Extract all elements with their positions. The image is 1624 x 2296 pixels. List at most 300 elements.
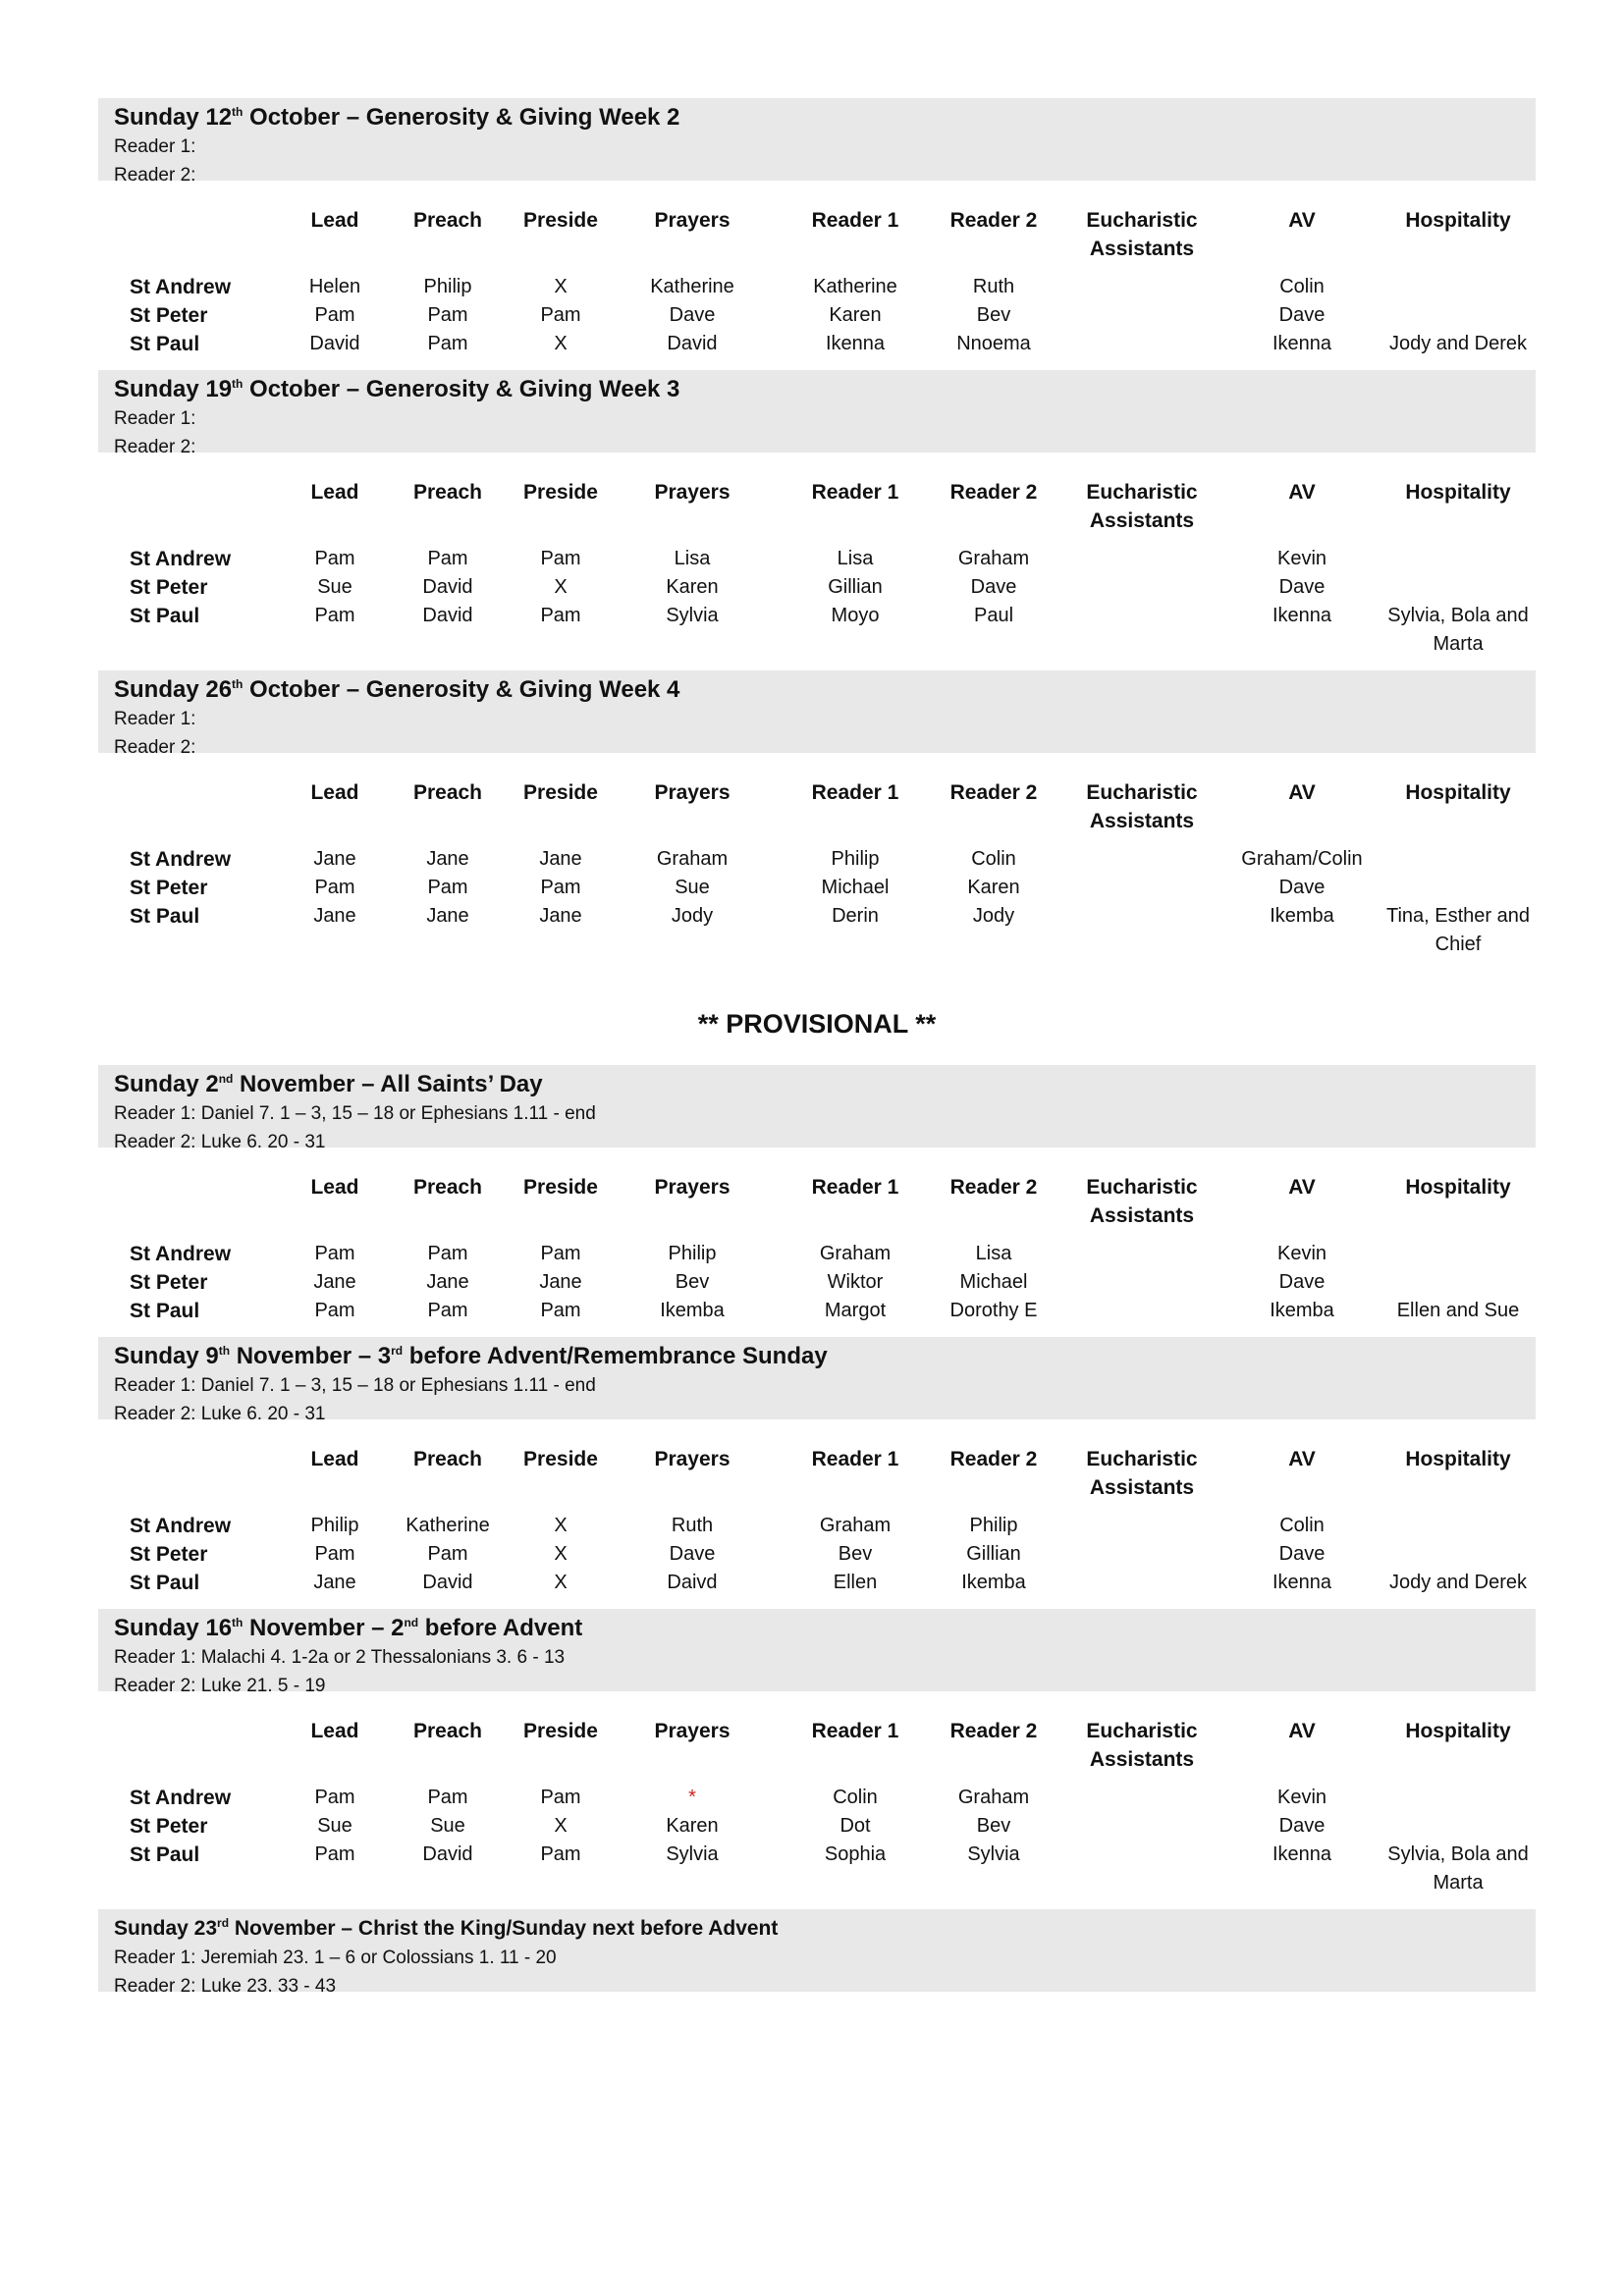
table-row [98,845,1536,874]
table-cell: Dave [669,304,716,326]
column-header: Reader 2 [949,1176,1038,1199]
table-cell: Sue [430,1815,465,1837]
week-header [98,370,1536,457]
week-header [98,98,1536,186]
column-header: Preside [523,481,598,504]
table-cell: Karen [666,1815,719,1837]
table-row [98,573,1536,602]
column-header: Lead [310,481,359,504]
column-header: Reader 2 [949,781,1038,804]
column-header: Reader 1 [811,1720,899,1742]
table-cell [1060,545,1223,573]
table-cell: Jody and Derek [1388,1572,1528,1593]
table-cell: David [422,1843,473,1865]
table-cell: Jane [539,1271,582,1293]
table-cell: Colin [1279,1515,1325,1536]
table-cell: Pam [314,1543,355,1565]
table-cell [1380,573,1536,602]
table-cell: Dave [1278,1815,1326,1837]
table-cell: Pam [540,1787,581,1808]
table-cell: Sylvia [666,605,719,626]
column-header: AV [1288,481,1316,504]
week-title: Sunday 26th October – Generosity & Giving Week 4 [114,676,680,703]
reader-2-line: Reader 2: Luke 6. 20 - 31 [114,1404,326,1424]
week-header [98,1337,1536,1424]
provisional-heading: ** PROVISIONAL ** [697,1009,937,1039]
table-cell: Pam [427,1787,468,1808]
week-title: Sunday 9th November – 3rd before Advent/Remembrance Sunday [114,1343,828,1369]
table-cell: Colin [833,1787,878,1808]
table-cell [1060,1240,1223,1268]
table-cell: Karen [967,877,1020,898]
church-name: St Paul [130,1572,200,1594]
table-cell: Karen [666,576,719,598]
week-header [98,1909,1536,1997]
table-cell: Ikemba [1270,1300,1334,1321]
column-header: Reader 1 [811,781,899,804]
reader-2-line: Reader 2: Luke 23. 33 - 43 [114,1976,337,1997]
column-header: Reader 1 [811,1176,899,1199]
table-cell: Pam [314,304,355,326]
reader-1-line: Reader 1: Jeremiah 23. 1 – 6 or Colossians 1. 11 - 20 [114,1948,557,1968]
column-header: Hospitality [1405,1448,1511,1470]
table-row [98,1240,1536,1268]
table-cell [1060,301,1223,330]
table-row [98,1841,1536,1897]
table-cell: Jody [972,905,1015,927]
column-header-blank [98,778,295,845]
table-cell: Pam [427,548,468,569]
table-cell: Derin [832,905,879,927]
table-cell: Sue [317,576,352,598]
table-cell [1060,573,1223,602]
table-cell: Bev [838,1543,873,1565]
table-cell: Pam [540,877,581,898]
column-header: Lead [310,1448,359,1470]
column-header: AV [1288,1720,1316,1742]
column-header: AV [1288,1176,1316,1199]
table-cell: Pam [314,1787,355,1808]
table-cell [1060,1784,1223,1812]
table-cell [1060,874,1223,902]
column-header: Preside [523,781,598,804]
table-cell [1060,1268,1223,1297]
table-cell: Dorothy E [949,1300,1038,1321]
column-header: Hospitality [1405,481,1511,504]
rota-table [98,478,1536,659]
column-header: Prayers [654,1720,731,1742]
table-cell: Jane [426,848,469,870]
table-cell: Pam [427,333,468,354]
table-cell: Sylvia, Bola and Marta [1387,605,1529,655]
table-cell: Jane [313,1572,356,1593]
table-cell: Lisa [674,548,711,569]
table-cell [1060,902,1223,959]
table-cell [1380,1240,1536,1268]
week-section [98,1337,1536,1609]
table-row [98,273,1536,301]
column-header: Prayers [654,481,731,504]
reader-1-line: Reader 1: Malachi 4. 1-2a or 2 Thessalonians 3. 6 - 13 [114,1647,566,1668]
column-header-row [98,1717,1536,1784]
table-cell: Michael [959,1271,1028,1293]
week-header [98,670,1536,758]
column-header-row [98,206,1536,273]
week-section [98,1065,1536,1337]
church-name: St Andrew [130,548,232,570]
table-cell: Graham [819,1243,892,1264]
table-cell: Dave [970,576,1017,598]
column-header: Reader 1 [811,481,899,504]
table-row [98,902,1536,959]
table-row [98,1297,1536,1325]
column-header: Lead [310,1176,359,1199]
table-row [98,1784,1536,1812]
rota-table [98,206,1536,358]
column-header: Hospitality [1405,209,1511,232]
table-cell: X [554,1572,568,1593]
week-section [98,670,1536,971]
table-cell: Ikemba [1270,905,1334,927]
table-cell: Pam [540,605,581,626]
table-cell: X [554,576,568,598]
table-cell: Ikenna [1272,605,1332,626]
column-header-row [98,778,1536,845]
table-cell: David [667,333,718,354]
table-cell: Graham [819,1515,892,1536]
table-cell: Katherine [406,1515,490,1536]
week-title: Sunday 2nd November – All Saints’ Day [114,1071,543,1097]
table-cell: Ikenna [825,333,886,354]
church-name: St Paul [130,1300,200,1322]
table-cell: * [688,1787,696,1808]
table-row [98,330,1536,358]
table-cell: Kevin [1276,548,1327,569]
table-cell: Gillian [828,576,883,598]
reader-2-line: Reader 2: Luke 6. 20 - 31 [114,1132,326,1152]
column-header: Prayers [654,1176,731,1199]
week-header [98,1065,1536,1152]
table-cell: Pam [427,1243,468,1264]
rota-table [98,1717,1536,1897]
table-cell [1060,273,1223,301]
table-cell [1060,602,1223,659]
table-cell: Nnoema [956,333,1031,354]
table-cell: Jane [313,905,356,927]
week-title: Sunday 23rd November – Christ the King/Sunday next before Advent [114,1916,779,1940]
table-cell: Graham/Colin [1241,848,1363,870]
table-cell: Bev [675,1271,710,1293]
table-cell [1380,845,1536,874]
table-cell: X [554,1515,568,1536]
table-cell: Philip [668,1243,717,1264]
table-cell: Pam [314,1243,355,1264]
table-row [98,1540,1536,1569]
column-header: Preach [412,481,483,504]
table-cell: Moyo [831,605,880,626]
table-cell: Sophia [824,1843,887,1865]
week-title: Sunday 12th October – Generosity & Giving Week 2 [114,104,680,131]
table-cell: Colin [1279,276,1325,297]
church-name: St Peter [130,877,208,899]
table-cell: Pam [314,1843,355,1865]
reader-2-line: Reader 2: [114,437,196,457]
table-cell [1060,1569,1223,1597]
church-name: St Peter [130,1815,208,1838]
column-header: Lead [310,209,359,232]
table-cell [1380,1512,1536,1540]
table-cell: Dave [1278,304,1326,326]
reader-2-line: Reader 2: [114,737,196,758]
table-row [98,301,1536,330]
week-section [98,1909,1536,1997]
reader-2-line: Reader 2: [114,165,196,186]
table-cell [1060,1540,1223,1569]
reader-1-line: Reader 1: [114,136,196,157]
column-header: Eucharistic Assistants [1086,781,1198,832]
column-header: AV [1288,209,1316,232]
column-header: AV [1288,781,1316,804]
table-cell: Kevin [1276,1787,1327,1808]
table-cell: Ikenna [1272,333,1332,354]
table-cell: Wiktor [827,1271,884,1293]
column-header: Reader 2 [949,481,1038,504]
column-header: Eucharistic Assistants [1086,481,1198,532]
table-cell [1060,845,1223,874]
week-section [98,1609,1536,1909]
table-cell: Lisa [837,548,874,569]
table-cell: Sylvia [666,1843,719,1865]
column-header: Reader 1 [811,1448,899,1470]
table-cell: Margot [824,1300,887,1321]
church-name: St Paul [130,1843,200,1866]
table-row [98,602,1536,659]
column-header: Eucharistic Assistants [1086,1448,1198,1499]
week-section [98,98,1536,370]
rota-table [98,1445,1536,1597]
table-cell: Sylvia, Bola and Marta [1387,1843,1529,1894]
column-header-blank [98,1717,295,1784]
column-header-blank [98,1173,295,1240]
table-row [98,1569,1536,1597]
column-header: Reader 2 [949,209,1038,232]
table-cell: Dave [1278,576,1326,598]
table-cell: Pam [540,548,581,569]
table-cell [1060,1512,1223,1540]
column-header: Eucharistic Assistants [1086,209,1198,260]
column-header: Preside [523,1720,598,1742]
table-cell: Bev [976,1815,1011,1837]
reader-1-line: Reader 1: Daniel 7. 1 – 3, 15 – 18 or Ephesians 1.11 - end [114,1375,596,1396]
table-cell: Dave [1278,1543,1326,1565]
church-name: St Andrew [130,1243,232,1265]
table-cell: Katherine [813,276,897,297]
rota-table [98,1173,1536,1325]
table-cell: Jane [426,905,469,927]
rota-table [98,778,1536,959]
table-cell: X [554,1543,568,1565]
reader-1-line: Reader 1: Daniel 7. 1 – 3, 15 – 18 or Ephesians 1.11 - end [114,1103,596,1124]
table-cell [1060,330,1223,358]
table-cell: Graham [957,1787,1030,1808]
column-header: Eucharistic Assistants [1086,1720,1198,1771]
table-cell: Jody and Derek [1388,333,1528,354]
column-header: Eucharistic Assistants [1086,1176,1198,1227]
table-cell: Graham [656,848,729,870]
column-header-row [98,1445,1536,1512]
table-cell: Michael [821,877,890,898]
column-header: Preach [412,209,483,232]
table-cell: David [309,333,360,354]
table-cell [1380,545,1536,573]
table-cell [1380,1268,1536,1297]
table-cell: Dave [1278,877,1326,898]
table-cell: Sue [317,1815,352,1837]
table-cell: Karen [829,304,882,326]
column-header: Prayers [654,781,731,804]
table-cell: Pam [540,1843,581,1865]
reader-2-line: Reader 2: Luke 21. 5 - 19 [114,1676,326,1696]
table-cell: Graham [957,548,1030,569]
table-cell [1060,1841,1223,1897]
column-header: AV [1288,1448,1316,1470]
column-header: Preach [412,781,483,804]
table-cell: Pam [314,548,355,569]
table-cell: Pam [540,1243,581,1264]
table-cell: Dot [839,1815,871,1837]
table-cell: Gillian [966,1543,1021,1565]
table-cell [1380,273,1536,301]
table-cell: Paul [973,605,1014,626]
table-cell: X [554,1815,568,1837]
column-header: Reader 2 [949,1720,1038,1742]
table-cell [1380,874,1536,902]
table-cell: Dave [1278,1271,1326,1293]
table-cell: Pam [540,1300,581,1321]
column-header: Preside [523,1176,598,1199]
table-cell: Ellen and Sue [1396,1300,1520,1321]
table-cell: Tina, Esther and Chief [1385,905,1530,955]
church-name: St Peter [130,304,208,327]
column-header: Preach [412,1720,483,1742]
church-name: St Andrew [130,276,232,298]
table-cell: Daivd [667,1572,718,1593]
table-cell: Ikemba [961,1572,1026,1593]
column-header: Hospitality [1405,1720,1511,1742]
column-header: Preside [523,1448,598,1470]
church-name: St Andrew [130,1515,232,1537]
table-cell: Jane [539,905,582,927]
column-header: Reader 2 [949,1448,1038,1470]
table-cell: Ikenna [1272,1843,1332,1865]
table-cell [1380,1812,1536,1841]
table-cell: X [554,333,568,354]
table-cell: Jane [313,1271,356,1293]
column-header: Hospitality [1405,1176,1511,1199]
table-cell: Pam [314,1300,355,1321]
church-name: St Andrew [130,848,232,871]
table-cell [1380,1540,1536,1569]
table-cell: Ikemba [660,1300,725,1321]
table-cell [1380,1784,1536,1812]
church-name: St Paul [130,333,200,355]
table-cell: Kevin [1276,1243,1327,1264]
table-cell [1060,1297,1223,1325]
table-row [98,874,1536,902]
column-header: Prayers [654,209,731,232]
table-row [98,1268,1536,1297]
table-row [98,545,1536,573]
church-name: St Peter [130,576,208,599]
table-cell [1380,301,1536,330]
table-cell: X [554,276,568,297]
table-cell: Pam [427,304,468,326]
table-cell: Philip [969,1515,1018,1536]
table-cell: Helen [308,276,361,297]
table-cell: David [422,1572,473,1593]
rota-page [98,98,1536,1997]
table-cell: Lisa [975,1243,1012,1264]
table-cell: Philip [831,848,880,870]
table-cell: David [422,605,473,626]
table-cell: Dave [669,1543,716,1565]
week-title: Sunday 16th November – 2nd before Advent [114,1615,583,1641]
table-cell: Ikenna [1272,1572,1332,1593]
table-cell: Ruth [972,276,1015,297]
column-header-row [98,1173,1536,1240]
column-header-blank [98,1445,295,1512]
column-header: Lead [310,1720,359,1742]
table-row [98,1812,1536,1841]
week-title: Sunday 19th October – Generosity & Giving Week 3 [114,376,680,402]
column-header: Preach [412,1176,483,1199]
column-header: Lead [310,781,359,804]
table-cell: Pam [540,304,581,326]
table-cell: David [422,576,473,598]
table-cell: Pam [427,1543,468,1565]
table-cell: Bev [976,304,1011,326]
table-cell: Jody [671,905,714,927]
church-name: St Paul [130,605,200,627]
week-header [98,1609,1536,1696]
column-header: Preside [523,209,598,232]
column-header: Reader 1 [811,209,899,232]
table-cell: Katherine [650,276,734,297]
table-cell: Sue [675,877,710,898]
table-cell: Jane [539,848,582,870]
week-section [98,370,1536,670]
table-row [98,1512,1536,1540]
church-name: St Peter [130,1543,208,1566]
table-cell [1060,1812,1223,1841]
column-header-blank [98,206,295,273]
church-name: St Andrew [130,1787,232,1809]
reader-1-line: Reader 1: [114,709,196,729]
table-cell: Ellen [833,1572,878,1593]
column-header: Prayers [654,1448,731,1470]
church-name: St Peter [130,1271,208,1294]
table-cell: Philip [423,276,472,297]
table-cell: Jane [426,1271,469,1293]
column-header: Hospitality [1405,781,1511,804]
table-cell: Ruth [671,1515,714,1536]
column-header: Preach [412,1448,483,1470]
table-cell: Philip [310,1515,359,1536]
table-cell: Pam [314,877,355,898]
table-cell: Sylvia [967,1843,1020,1865]
church-name: St Paul [130,905,200,928]
table-cell: Pam [314,605,355,626]
